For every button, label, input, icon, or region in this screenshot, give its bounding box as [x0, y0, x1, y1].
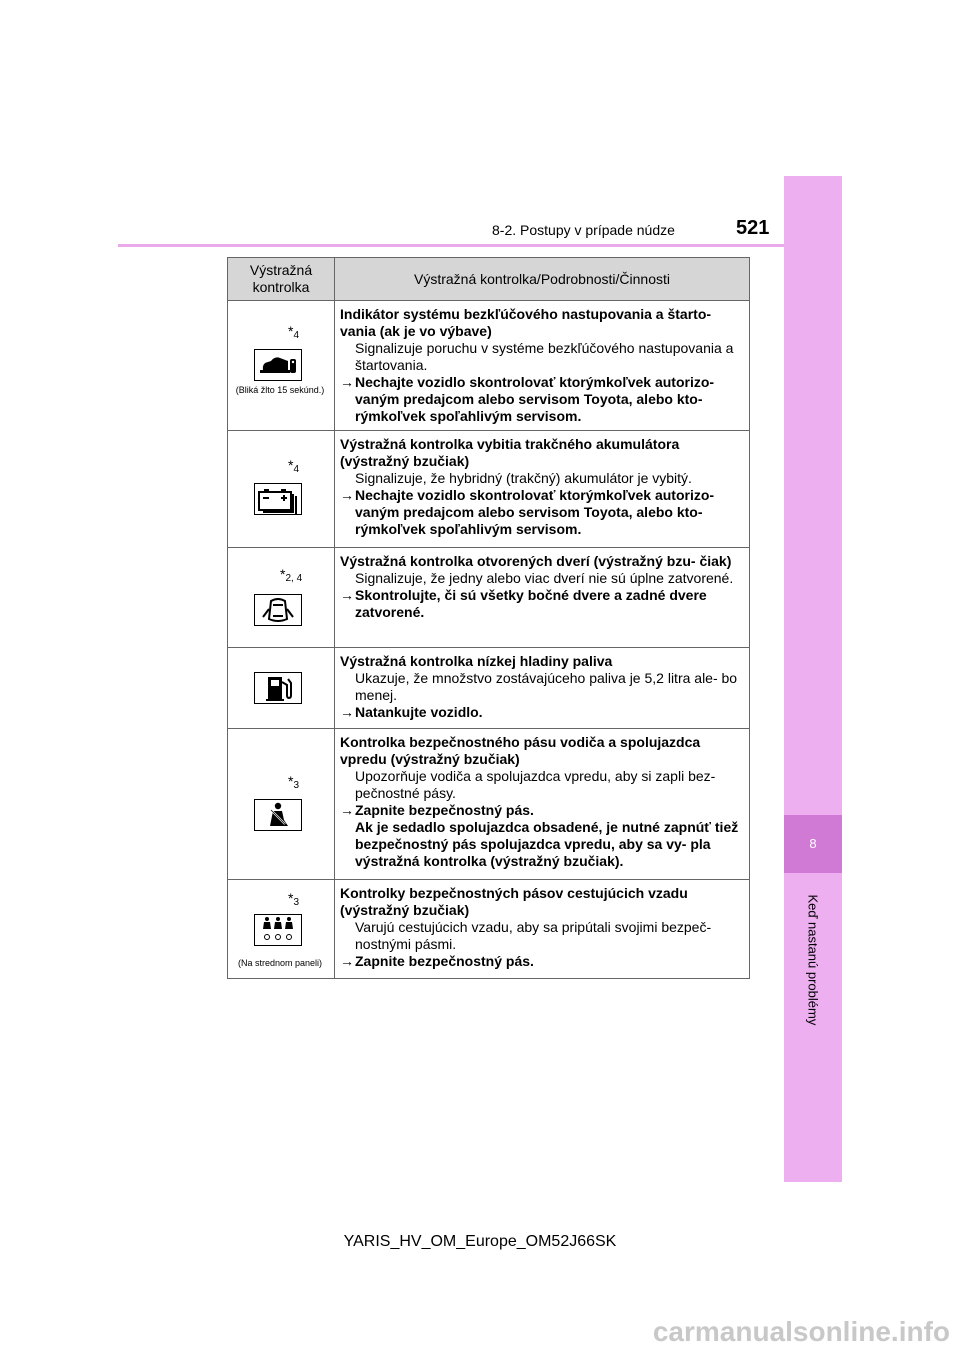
icon-caption: (Na strednom paneli): [237, 958, 323, 968]
chapter-label: Keď nastanú problémy: [805, 894, 821, 1026]
warning-title: Výstražná kontrolka nízkej hladiny paliva: [340, 653, 613, 669]
icon-cell: [228, 648, 335, 729]
info-cell: [335, 301, 750, 431]
table-row: [228, 648, 750, 729]
icon-cell: [228, 431, 335, 548]
warning-title: Indikátor systému bezkľúčového nastupovania a štarto- vania (ak je vo výbave): [340, 306, 712, 339]
chapter-tab-strip: [784, 176, 842, 1182]
info-cell: [335, 880, 750, 979]
warning-title: Kontrolka bezpečnostného pásu vodiča a spolujazdca vpredu (výstražný bzučiak): [340, 734, 701, 767]
warning-description: Signalizuje, že jedny alebo viac dverí nie sú úplne zatvorené.: [355, 570, 734, 586]
footnote-mark: $*_{2, 4}$: [280, 566, 303, 584]
info-cell: [335, 648, 750, 729]
footnote-mark: $*_3$: [288, 773, 300, 791]
fuel-icon: [254, 672, 302, 704]
warning-action: →Zapnite bezpečnostný pás.: [340, 953, 534, 969]
warning-title: Výstražná kontrolka vybitia trakčného akumulátora (výstražný bzučiak): [340, 436, 680, 469]
warning-action: →Skontrolujte, či sú všetky bočné dvere a zadné dvere zatvorené.: [340, 587, 707, 620]
footnote-mark: $*_4$: [288, 323, 300, 341]
icon-cell: [228, 548, 335, 648]
header-rule: [118, 244, 784, 247]
warning-title: Výstražná kontrolka otvorených dverí (výstražný bzu- čiak): [340, 553, 732, 569]
seatbelt-icon: [254, 799, 302, 831]
table-header-row: [228, 258, 750, 301]
warning-description: Varujú cestujúcich vzadu, aby sa pripútali svojimi bezpeč- nostnými pásmi.: [355, 919, 712, 952]
icon-cell: [228, 729, 335, 880]
warning-action: →Zapnite bezpečnostný pás.: [340, 802, 534, 818]
table-row: [228, 301, 750, 431]
warning-lights-table: [227, 257, 750, 979]
document-code: YARIS_HV_OM_Europe_OM52J66SK: [343, 1233, 617, 1250]
section-title: 8-2. Postupy v prípade núdze: [492, 222, 675, 238]
table-row: [228, 880, 750, 979]
footnote-mark: $*_4$: [288, 457, 300, 475]
watermark: carmanualsonline.info: [652, 1316, 950, 1347]
warning-action: →Nechajte vozidlo skontrolovať ktorýmkoľvek autorizo- vaným predajcom alebo servisom Toyota, alebo kto- rýmkoľvek spoľahlivým servisom.: [340, 374, 715, 424]
info-cell: [335, 729, 750, 880]
info-cell: [335, 548, 750, 648]
smart-key-warning-icon: [254, 349, 302, 381]
icon-cell: [228, 880, 335, 979]
warning-action: →Natankujte vozidlo.: [340, 704, 483, 720]
page-number: 521: [736, 217, 770, 239]
warning-description: Upozorňuje vodiča a spolujazdca vpredu, aby si zapli bez- pečnostné pásy.: [355, 768, 716, 801]
warning-description: Signalizuje, že hybridný (trakčný) akumulátor je vybitý.: [355, 470, 692, 486]
rear-seatbelt-icon: [254, 914, 302, 946]
table-row: [228, 431, 750, 548]
icon-cell: [228, 301, 335, 431]
warning-description: Ukazuje, že množstvo zostávajúceho paliva je 5,2 litra ale- bo menej.: [355, 670, 738, 703]
table-row: [228, 548, 750, 648]
footnote-mark: $*_3$: [288, 890, 300, 908]
col-header-info: Výstražná kontrolka/Podrobnosti/Činnosti: [335, 258, 750, 301]
warning-title: Kontrolky bezpečnostných pásov cestujúcich vzadu (výstražný bzučiak): [340, 885, 688, 918]
open-door-icon: [254, 594, 302, 626]
warning-note: Ak je sedadlo spolujazdca obsadené, je nutné zapnúť tiež bezpečnostný pás spolujazdca vpredu, aby sa vy- pla výstražná kontrolka (výstražný bzučiak).: [355, 819, 739, 869]
table-row: [228, 729, 750, 880]
icon-caption: (Bliká žlto 15 sekúnd.): [235, 385, 325, 395]
col-header-icon: Výstražná kontrolka: [228, 258, 335, 301]
warning-description: Signalizuje poruchu v systéme bezkľúčového nastupovania a štartovania.: [355, 340, 734, 373]
chapter-number: 8: [784, 815, 842, 873]
traction-battery-icon: [254, 483, 302, 515]
info-cell: [335, 431, 750, 548]
warning-action: →Nechajte vozidlo skontrolovať ktorýmkoľvek autorizo- vaným predajcom alebo servisom Toyota, alebo kto- rýmkoľvek spoľahlivým servisom.: [340, 487, 715, 537]
